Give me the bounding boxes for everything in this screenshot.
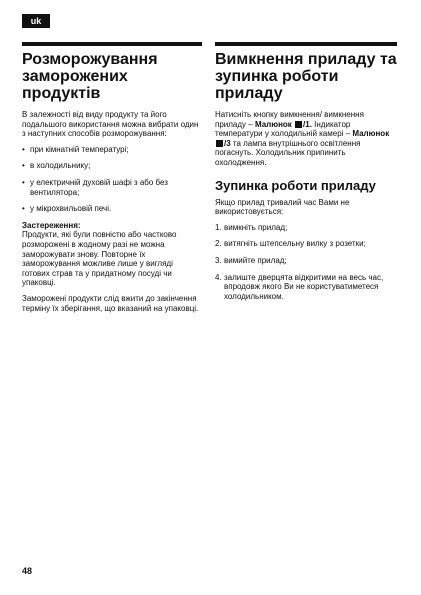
stop-operation-intro: Якщо прилад тривалий час Вами не використовується: xyxy=(215,197,350,217)
list-item: 3. вимийте прилад; xyxy=(215,255,287,265)
list-item: • у мікрохвильовій печі. xyxy=(22,204,202,214)
section-rule xyxy=(215,42,397,46)
switch-off-heading: Вимкнення приладу та зупинка роботи приладу xyxy=(215,51,397,102)
stop-steps-list xyxy=(215,223,397,302)
caution-text: Продукти, які були повністю або частково розморожені в жодному разі не можна заморожувати знову. Повторне їх заморожування можливе лише у вигляді готових страв та у придатному посуді чи упаковці. xyxy=(22,230,177,288)
switch-off-line1: Натисніть кнопку вимкнення/ вимкнення приладу – xyxy=(215,110,364,129)
list-item: • у електричній духовій шафі з або без вентилятора; xyxy=(22,178,202,197)
figure-symbol-icon xyxy=(295,121,302,128)
right-column xyxy=(215,42,397,308)
stop-operation-heading: Зупинка роботи приладу xyxy=(215,177,376,193)
defrost-methods-list xyxy=(22,145,202,214)
list-item: 4. залиште дверцята відкритими на весь час, впродовж якого Ви не користуватиметеся холодильником. xyxy=(215,272,384,301)
language-tab: uk xyxy=(22,14,50,28)
left-column xyxy=(22,42,202,319)
list-item: 2. витягніть штепсельну вилку з розетки; xyxy=(215,239,366,249)
list-item: • в холодильнику; xyxy=(22,161,202,171)
caution-title: Застереження: xyxy=(22,220,81,230)
figure-symbol-icon xyxy=(216,140,223,147)
page-number: 48 xyxy=(22,566,33,576)
defrost-heading: Розморожування заморожених продуктів xyxy=(22,51,158,102)
switch-off-text xyxy=(215,110,397,168)
storage-note: Заморожені продукти слід вжити до закінчення терміну їх зберігання, що вказаний на упаковці. xyxy=(22,293,199,313)
list-item: 1. вимкніть прилад; xyxy=(215,222,288,232)
defrost-intro: В залежності від виду продукту та його подальшого використання можна вибрати один з наступних способів розморожування: xyxy=(22,110,199,139)
figure-ref-b: Малюнок /3 xyxy=(215,129,389,148)
list-item: • при кімнатній температурі; xyxy=(22,145,202,155)
switch-off-line3: та лампа внутрішнього освітлення погаснуть. Холодильник припинить охолодження. xyxy=(215,138,361,167)
figure-ref-a: Малюнок /1. xyxy=(254,119,312,129)
section-rule xyxy=(22,42,202,46)
switch-off-line2: Індикатор температури у холодильній камері – xyxy=(215,119,351,139)
